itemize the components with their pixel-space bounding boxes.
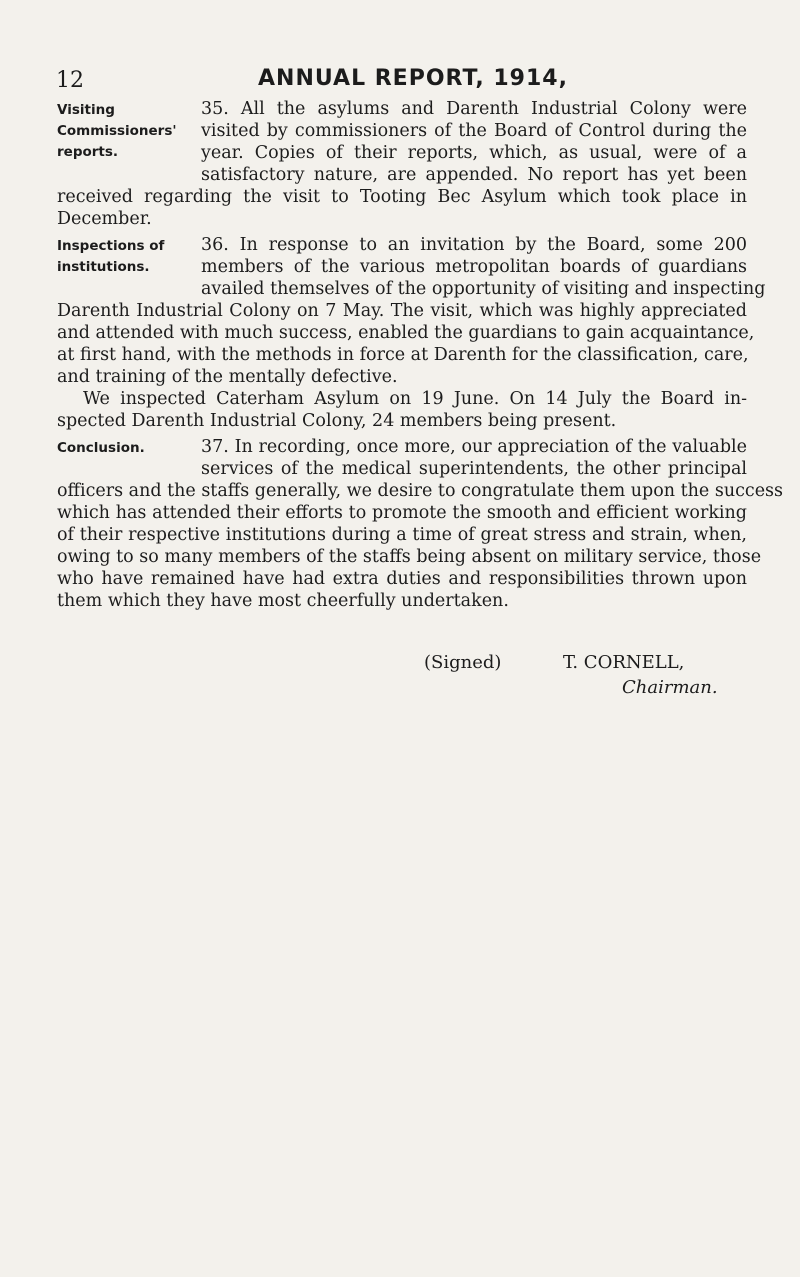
text-line: owing to so many members of the staffs being absent on military service, those bbox=[57, 547, 762, 567]
text-line: 36. In response to an invitation by the Board, some 200 bbox=[201, 235, 747, 255]
text-line: December. bbox=[57, 209, 152, 229]
text-line: them which they have most cheerfully undertaken. bbox=[57, 591, 509, 611]
text-line: and training of the mentally defective. bbox=[57, 367, 398, 387]
text-line: year. Copies of their reports, which, as usual, were of a bbox=[201, 143, 747, 163]
signed-label: (Signed) bbox=[424, 652, 502, 673]
signatory-name: T. CORNELL, bbox=[563, 652, 685, 673]
margin-note-line: Visiting bbox=[57, 102, 115, 118]
text-line: officers and the staffs generally, we desire to congratulate them upon the success bbox=[57, 481, 784, 501]
margin-note-line: reports. bbox=[57, 144, 119, 160]
margin-note-line: Inspections of bbox=[57, 238, 165, 254]
text-line: members of the various metropolitan boards of guardians bbox=[201, 257, 747, 277]
margin-note bbox=[57, 100, 197, 163]
margin-note-line: Conclusion. bbox=[57, 440, 145, 456]
text-line: 37. In recording, once more, our appreciation of the valuable bbox=[201, 437, 747, 457]
running-title: ANNUAL REPORT, 1914, bbox=[258, 66, 568, 91]
text-line: visited by commissioners of the Board of Control during the bbox=[201, 121, 747, 141]
text-line: availed themselves of the opportunity of visiting and inspecting bbox=[201, 279, 766, 299]
margin-note-line: institutions. bbox=[57, 259, 150, 275]
text-line: received regarding the visit to Tooting Bec Asylum which took place in bbox=[57, 187, 747, 207]
text-line: 35. All the asylums and Darenth Industrial Colony were bbox=[201, 99, 747, 119]
text-line: services of the medical superintendents, the other principal bbox=[201, 459, 747, 479]
text-line: and attended with much success, enabled the guardians to gain acquaintance, bbox=[57, 323, 755, 343]
text-line: spected Darenth Industrial Colony, 24 members being present. bbox=[57, 411, 617, 431]
margin-note bbox=[57, 236, 197, 278]
signatory-title: Chairman. bbox=[622, 677, 718, 698]
page-number: 12 bbox=[56, 68, 84, 93]
text-line: of their respective institutions during a time of great stress and strain, when, bbox=[57, 525, 747, 545]
text-line: which has attended their efforts to promote the smooth and efficient working bbox=[57, 503, 747, 523]
text-line: at first hand, with the methods in force at Darenth for the classification, care, bbox=[57, 345, 749, 365]
text-line: who have remained have had extra duties and responsibilities thrown upon bbox=[57, 569, 747, 589]
text-line: Darenth Industrial Colony on 7 May. The visit, which was highly appreciated bbox=[57, 301, 747, 321]
text-line: satisfactory nature, are appended. No report has yet been bbox=[201, 165, 747, 185]
margin-note-line: Commissioners' bbox=[57, 123, 177, 139]
margin-note bbox=[57, 438, 197, 459]
text-line: We inspected Caterham Asylum on 19 June. On 14 July the Board in- bbox=[83, 389, 747, 409]
